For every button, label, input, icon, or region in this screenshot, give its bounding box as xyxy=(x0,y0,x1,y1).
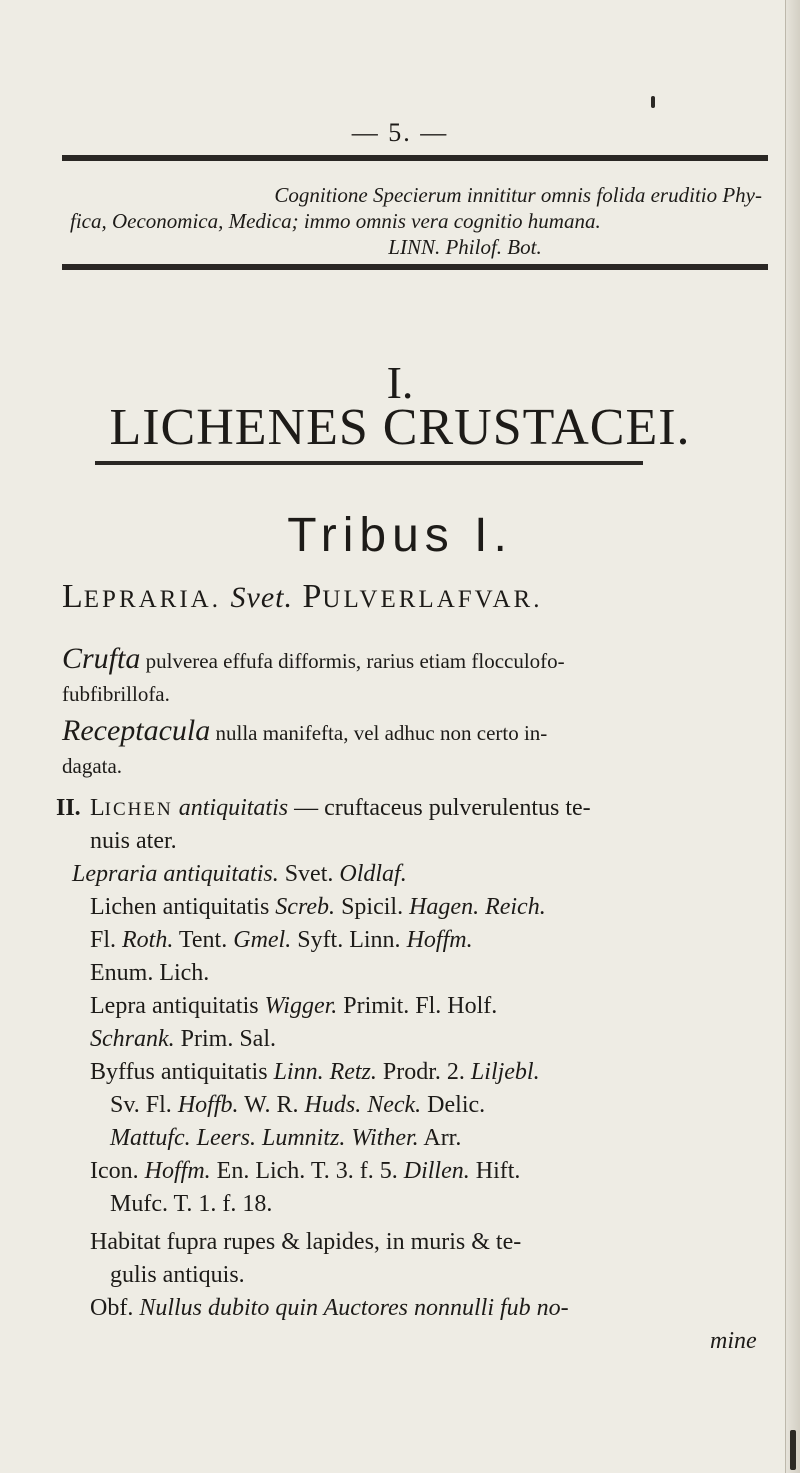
genus-authority: Svet. xyxy=(230,581,293,614)
page-number: — 5. — xyxy=(351,118,449,147)
synonym-8-work-2: W. R. xyxy=(244,1092,299,1118)
crusta-description xyxy=(62,642,768,711)
synonym-8-author-2: Huds. Neck. xyxy=(304,1092,422,1118)
vernacular-initial: P xyxy=(302,578,323,615)
synonym-1-name: Lepraria antiquitatis. xyxy=(72,861,279,887)
section-number: I. xyxy=(386,357,414,408)
crusta-line-2: fubfibrillofa. xyxy=(62,682,170,706)
synonym-1-author: Svet. xyxy=(284,861,334,887)
icon-reference-label: Icon. xyxy=(90,1158,139,1184)
crusta-lead: Crufta xyxy=(62,642,141,675)
synonym-7-author: Linn. Retz. xyxy=(273,1059,377,1085)
species-genus: ICHEN xyxy=(104,799,173,820)
ink-speck xyxy=(790,1430,796,1470)
species-epithet: antiquitatis xyxy=(178,795,289,821)
motto-bottom-rule xyxy=(62,264,768,270)
species-initial: L xyxy=(90,795,105,821)
catchword: mine xyxy=(710,1328,757,1354)
motto-line-2: fica, Oeconomica, Medica; immo omnis vera cognitio humana. xyxy=(70,209,601,233)
synonym-5-work: Primit. Fl. Holf. xyxy=(343,993,498,1019)
tribus-heading: Tribus I. xyxy=(287,509,513,562)
observation-text: Nullus dubito quin Auctores nonnulli fub no- xyxy=(139,1295,569,1321)
title-rule xyxy=(95,461,643,465)
synonym-8-work: Sv. Fl. xyxy=(110,1092,172,1118)
page-edge xyxy=(785,0,800,1473)
synonym-3-work: Fl. xyxy=(90,927,117,953)
synonym-8-author: Hoffb. xyxy=(177,1092,239,1118)
crusta-line-1: pulverea effufa difformis, rarius etiam flocculofo- xyxy=(145,649,565,673)
icon-reference-work: En. Lich. T. 3. f. 5. xyxy=(216,1158,398,1184)
genus-heading xyxy=(62,578,768,616)
synonym-7-author-2: Liljebl. xyxy=(470,1059,540,1085)
species-diagnosis-2: nuis ater. xyxy=(90,828,177,854)
synonym-6-author: Schrank. xyxy=(90,1026,175,1052)
receptacula-line-1: nulla manifefta, vel adhuc non certo in- xyxy=(215,721,548,745)
top-rule xyxy=(62,155,768,161)
species-number: II. xyxy=(56,795,81,821)
synonym-7-name: Byffus antiquitatis xyxy=(90,1059,268,1085)
synonym-3-work-3: Syft. Linn. xyxy=(297,927,401,953)
species-diagnosis-1: — cruftaceus pulverulentus te- xyxy=(294,795,591,821)
synonym-2-work: Spicil. xyxy=(341,894,404,920)
synonym-1-vernacular: Oldlaf. xyxy=(339,861,407,887)
genus-initial: L xyxy=(62,578,84,615)
synonym-3-author-2: Gmel. xyxy=(233,927,292,953)
section-title: LICHENES CRUSTACEI. xyxy=(109,399,691,456)
synonym-3-work-2: Tent. xyxy=(178,927,228,953)
synonym-6-work: Prim. Sal. xyxy=(180,1026,276,1052)
synonym-2-name: Lichen antiquitatis xyxy=(90,894,270,920)
motto-line-1: Cognitione Specierum innititur omnis folida eruditio Phy- xyxy=(274,183,762,207)
synonym-3-author: Roth. xyxy=(122,927,174,953)
synonym-2-author: Screb. xyxy=(275,894,336,920)
icon-reference-author: Hoffm. xyxy=(144,1158,211,1184)
synonym-7-work: Prodr. 2. xyxy=(382,1059,465,1085)
icon-reference-author-2: Dillen. xyxy=(403,1158,470,1184)
synonym-4: Enum. Lich. xyxy=(90,960,210,986)
observation-label: Obf. xyxy=(90,1295,134,1321)
synonym-5-name: Lepra antiquitatis xyxy=(90,993,259,1019)
icon-reference-continued: Mufc. T. 1. f. 18. xyxy=(110,1191,273,1217)
synonym-9-authors: Mattufc. Leers. Lumnitz. Wither. xyxy=(110,1125,419,1151)
habitat-line-1: Habitat fupra rupes & lapides, in muris & te- xyxy=(90,1229,522,1255)
vernacular-name: ULVERLAFVAR. xyxy=(322,586,543,613)
synonym-5-author: Wigger. xyxy=(264,993,338,1019)
icon-reference-work-2: Hift. xyxy=(475,1158,521,1184)
synonym-8-work-3: Delic. xyxy=(427,1092,486,1118)
motto-attribution: LINN. Philof. Bot. xyxy=(388,235,542,259)
synonym-3-author-3: Hoffm. xyxy=(406,927,473,953)
synonym-2-author-2: Hagen. xyxy=(409,894,480,920)
receptacula-line-2: dagata. xyxy=(62,754,123,778)
ink-speck xyxy=(651,96,655,108)
receptacula-description xyxy=(62,714,768,783)
receptacula-lead: Receptacula xyxy=(62,714,211,747)
synonym-9-work: Arr. xyxy=(423,1125,462,1151)
habitat-line-2: gulis antiquis. xyxy=(110,1262,245,1288)
synonym-2-author-3: Reich. xyxy=(485,894,546,920)
genus-name: EPRARIA. xyxy=(83,586,221,613)
